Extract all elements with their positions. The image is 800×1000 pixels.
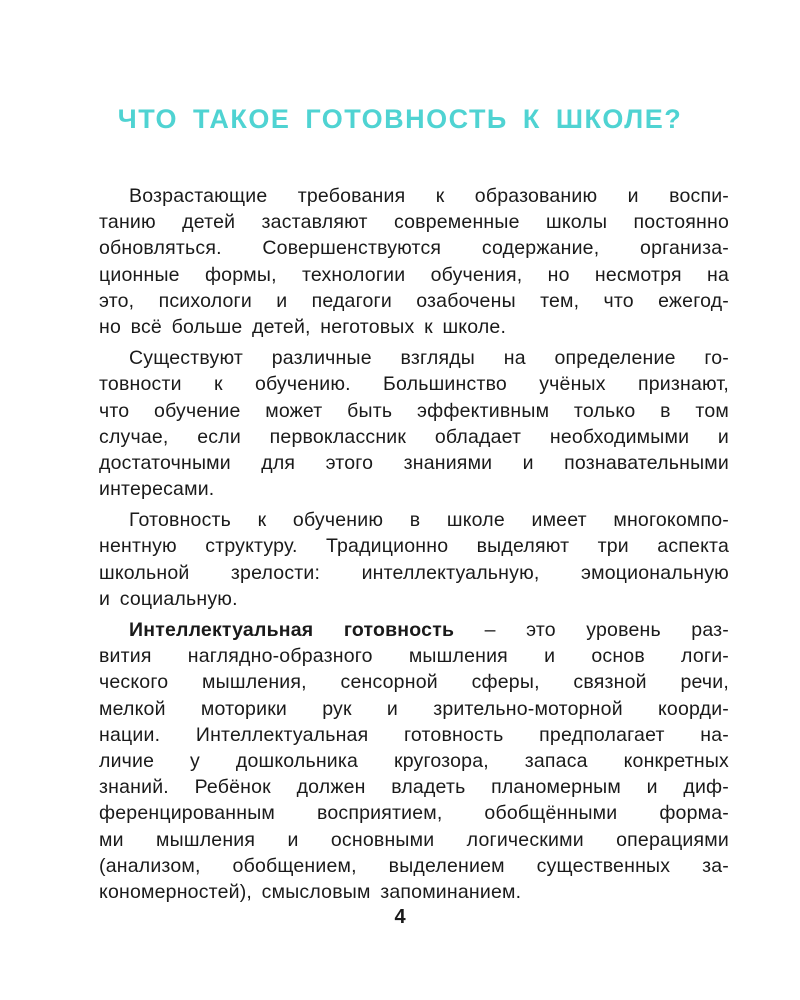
- text-line: и социальную.: [99, 587, 238, 610]
- text-line: нентную структуру. Традиционно выделяют три аспекта: [99, 535, 729, 558]
- page-title: ЧТО ТАКОЕ ГОТОВНОСТЬ К ШКОЛЕ?: [117, 104, 683, 134]
- text-line: мелкой моторики рук и зрительно-моторной коорди-: [99, 697, 729, 720]
- page-number: 4: [394, 906, 406, 928]
- text-line: кономерностей), смысловым запоминанием.: [99, 880, 522, 903]
- text-line: танию детей заставляют современные школы постоянно: [99, 211, 729, 234]
- bold-term: Интеллектуальная готовность: [129, 619, 455, 641]
- text-line: Возрастающие требования к образованию и воспи-: [129, 185, 729, 207]
- text-line: что обучение может быть эффективным только в том: [99, 399, 729, 422]
- text-line: знаний. Ребёнок должен владеть планомерным и диф-: [99, 776, 729, 799]
- lead-rest: – это уровень раз-: [454, 619, 729, 641]
- text-line: нации. Интеллектуальная готовность предполагает на-: [99, 723, 729, 746]
- text-line: обновляться. Совершенствуются содержание, организа-: [99, 237, 729, 260]
- text-line: (анализом, обобщением, выделением существенных за-: [99, 854, 729, 877]
- text-line: но всё больше детей, неготовых к школе.: [99, 315, 507, 338]
- text-line: ческого мышления, сенсорной сферы, связной речи,: [99, 671, 729, 694]
- text-line: это, психологи и педагоги озабочены тем, что ежегод-: [99, 289, 729, 312]
- text-line: ми мышления и основными логическими операциями: [99, 828, 729, 851]
- text-line: ционные формы, технологии обучения, но несмотря на: [99, 263, 729, 286]
- text-line: Готовность к обучению в школе имеет многокомпо-: [129, 509, 729, 532]
- text-line: Существуют различные взгляды на определение го-: [129, 347, 729, 370]
- text-line: случае, если первоклассник обладает необходимыми и: [99, 425, 729, 448]
- text-line: вития наглядно-образного мышления и основ логи-: [99, 645, 729, 668]
- text-line: интересами.: [99, 478, 215, 501]
- text-line: личие у дошкольника кругозора, запаса конкретных: [99, 749, 729, 772]
- text-line: достаточными для этого знаниями и познавательными: [99, 451, 729, 474]
- text-line-lead: [99, 617, 729, 643]
- text-line: школьной зрелости: интеллектуальную, эмоциональную: [99, 561, 729, 584]
- text-line: товности к обучению. Большинство учёных признают,: [99, 373, 729, 396]
- body-text: [99, 183, 729, 905]
- text-line: ференцированным восприятием, обобщёнными форма-: [99, 802, 729, 825]
